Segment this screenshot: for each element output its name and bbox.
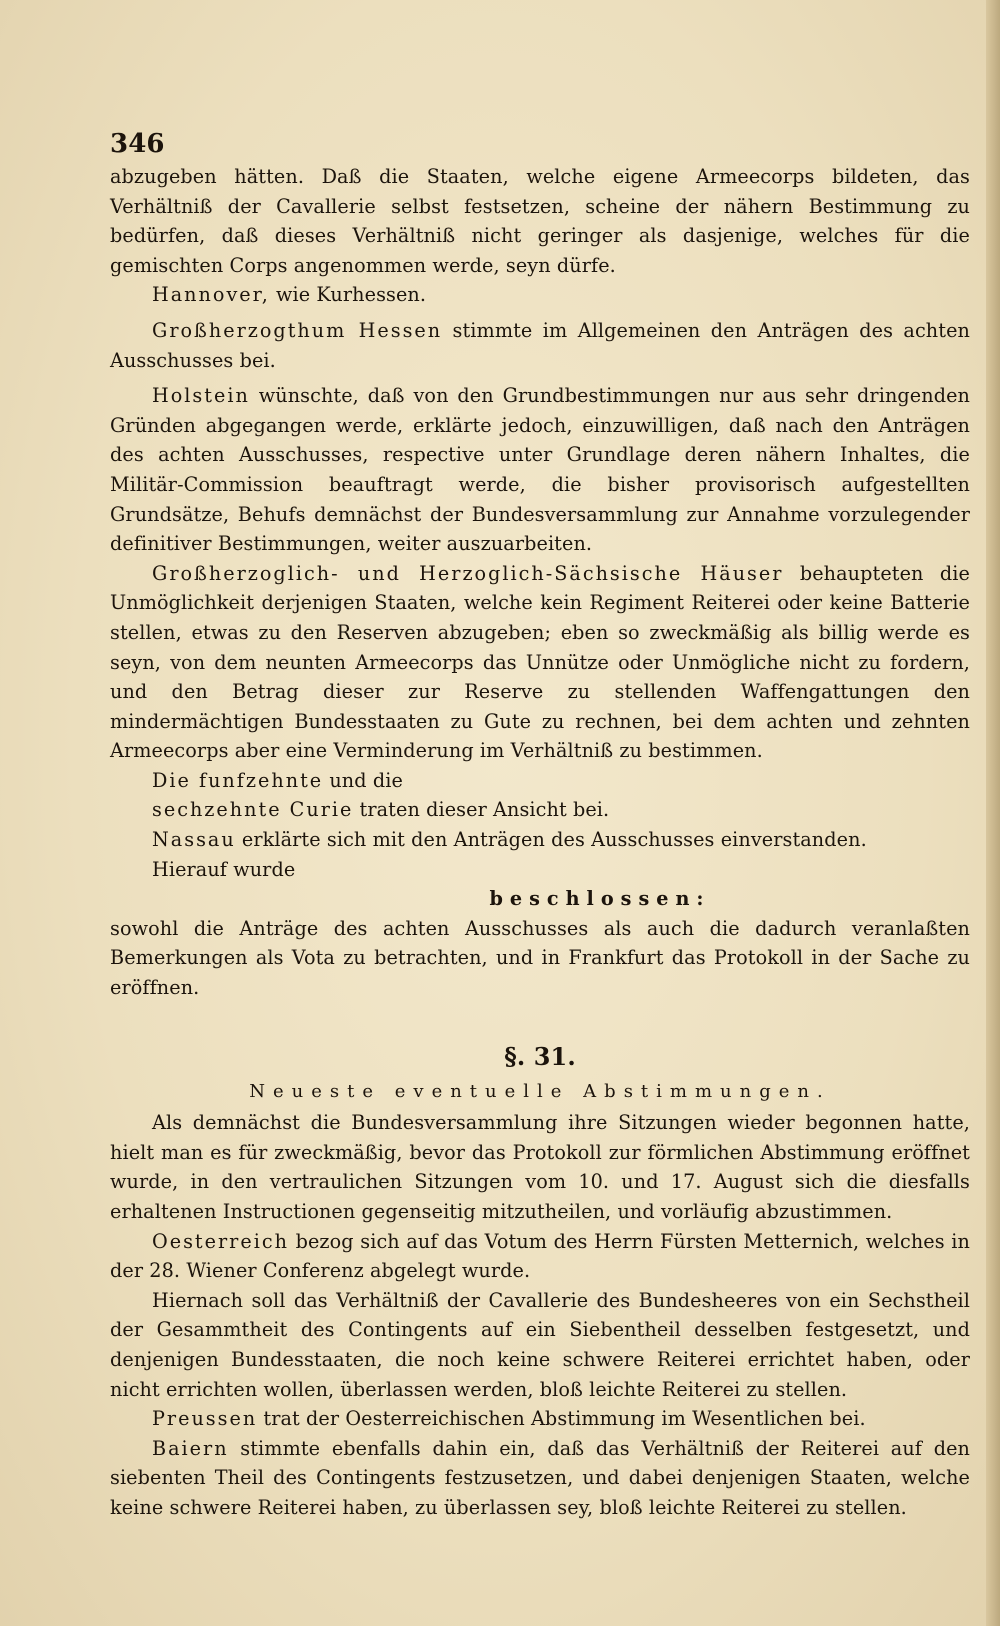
paragraph-8: Nassau erklärte sich mit den Anträgen des Ausschusses einverstanden. — [152, 828, 867, 852]
speaker-name: Hannover, — [152, 283, 270, 307]
paragraph-q4: Preussen trat der Oesterreichischen Abstimmung im Wesentlichen bei. — [152, 1407, 866, 1431]
paragraph-9: Hierauf wurde — [152, 857, 296, 881]
paragraph-1: abzugeben hätten. Daß die Staaten, welche eigene Armeecorps bildeten, das Verhältniß der Cavallerie selbst festsetzen, scheine der nähern Bestimmung zu bedürfen, daß dieses Verhältniß nicht geringer als dasjenige, welches für die gemischten Corps angenommen werde, seyn dürfe. — [110, 165, 970, 277]
paragraph-7: sechzehnte Curie traten dieser Ansicht bei. — [152, 798, 610, 822]
speaker-name: sechzehnte Curie — [152, 798, 354, 822]
paragraph-2: Hannover, wie Kurhessen. — [152, 283, 427, 307]
paragraph-5: Großherzoglich- und Herzoglich-Sächsische Häuser behaupteten die Unmöglichkeit derjenigen Staaten, welche kein Regiment Reiterei oder keine Batterie stellen, etwas zu den Reserven abzugeben; eben so zweckmäßig als billig werde es seyn, von dem neunten Armeecorps das Unnütze oder Unmögliche nicht zu fordern, und den Betrag dieser zur Reserve zu stellenden Waffengattungen den mindermächtigen Bundesstaaten zu Gute zu rechnen, bei dem achten und zehnten Armeecorps aber eine Verminderung im Verhältniß zu bestimmen. — [110, 561, 970, 763]
speaker-name: Oesterreich — [152, 1229, 289, 1253]
paragraph-6: Die funfzehnte und die — [152, 768, 403, 792]
paragraph-3: Großherzogthum Hessen stimmte im Allgemeinen den Anträgen des achten Ausschusses bei. — [110, 318, 970, 372]
paragraph-4: Holstein wünschte, daß von den Grundbestimmungen nur aus sehr dringenden Gründen abgegangen werde, erklärte jedoch, einzuwilligen, daß nach den Anträgen des achten Ausschusses, respective unter Grundlage deren nähern Inhaltes, die Militär-Commission beauftragt werde, die bisher provisorisch aufgestellten Grundsätze, Behufs demnächst der Bundesversammlung zur Annahme vorzulegender definitiver Bestimmungen, weiter auszuarbeiten. — [110, 384, 970, 556]
speaker-name: Großherzogthum Hessen — [152, 318, 443, 342]
paragraph-q1: Als demnächst die Bundesversammlung ihre Sitzungen wieder begonnen hatte, hielt man es für zweckmäßig, bevor das Protokoll zur förmlichen Abstimmung eröffnet wurde, in den vertraulichen Sitzungen vom 10. und 17. August sich die diesfalls erhaltenen Instructionen gegenseitig mitzutheilen, und vorläufig abzustimmen. — [110, 1111, 970, 1223]
speaker-name: Preussen — [152, 1407, 258, 1431]
text-block — [110, 128, 970, 1523]
section-title: Neueste eventuelle Abstimmungen. — [249, 1080, 831, 1102]
speaker-name: Nassau — [152, 828, 236, 852]
paragraph-q2: Oesterreich bezog sich auf das Votum des Herrn Fürsten Metternich, welches in der 28. Wiener Conferenz abgelegt wurde. — [110, 1229, 970, 1283]
speaker-name: Großherzoglich- und Herzoglich-Sächsische Häuser — [152, 561, 784, 585]
speaker-name: Die funfzehnte — [152, 768, 324, 792]
paragraph-q5: Baiern stimmte ebenfalls dahin ein, daß das Verhältniß der Reiterei auf den siebenten Theil des Contingents festzusetzen, und dabei denjenigen Staaten, welche keine schwere Reiterei haben, zu überlassen sey, bloß leichte Reiterei zu stellen. — [110, 1436, 970, 1519]
speaker-name: Baiern — [152, 1436, 229, 1460]
paragraph-q3: Hiernach soll das Verhältniß der Cavallerie des Bundesheeres von ein Sechstheil der Gesammtheit des Contingents auf ein Siebentheil desselben festgesetzt, und denjenigen Bundesstaaten, die noch keine schwere Reiterei errichtet haben, oder nicht errichten wollen, überlassen werden, bloß leichte Reiterei zu stellen. — [110, 1288, 970, 1401]
decision-heading: beschlossen: — [489, 887, 711, 911]
page-number: 346 — [110, 129, 165, 159]
section-number: §. 31. — [504, 1041, 576, 1071]
speaker-name: Holstein — [152, 384, 250, 408]
paragraph-11: sowohl die Anträge des achten Ausschusses als auch die dadurch veranlaßten Bemerkungen als Vota zu betrachten, und in Frankfurt das Protokoll in der Sache zu eröffnen. — [110, 916, 970, 1000]
page-edge — [986, 0, 1000, 1626]
